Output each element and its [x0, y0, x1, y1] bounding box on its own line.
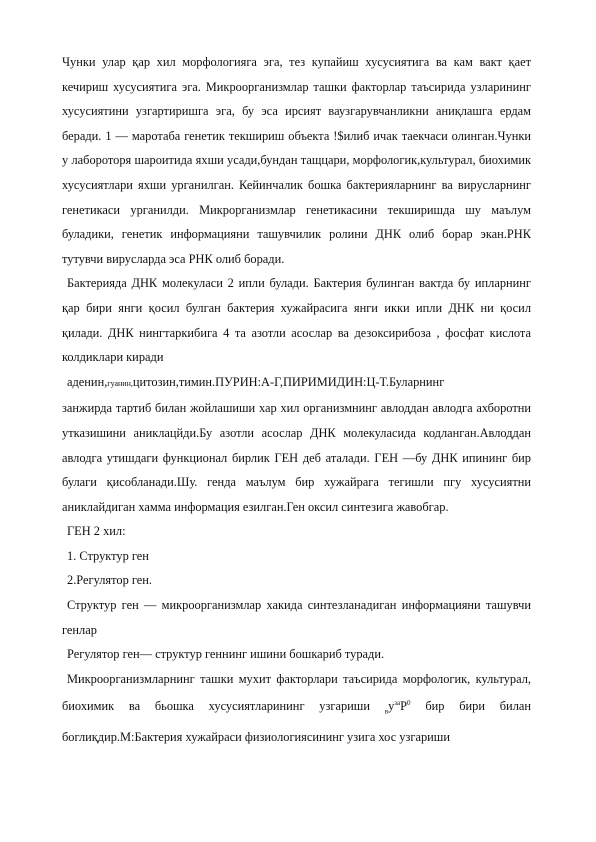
paragraph-1: Чунки улар қар хил морфологияга эга, тез купайиш хусусиятига ва кам вакт қает кечириш хусусиятига эга. Микроорганизмлар ташки факторлар таъсирида узларининг хусусиятини узгартиришга эга, бу эса ирсият ваузгарувчанликни аниқлашга ердам беради. 1 — маротаба генетик текшириш объекта !$илиб ичак таекчаси олинган.Чунки у лабороторя шароитида яхши усади,бундан тащцари, морфологик,культурал, биохимик хусусиятлари яхши урганилган. Кейинчалик бошка бактерияларнинг ва вирусларнинг генетикаси урганилди. Микрорганизмлар генетикасини текширишда шу маълум буладики, генетик информацияни ташувчилик ролини ДНК олиб борар экан.РНК тутувчи вирусларда эса РНК олиб боради.	[62, 55, 531, 266]
paragraph-7: 2.Регулятор ген.	[67, 573, 153, 588]
paragraph-10-sup-1: за	[394, 699, 401, 708]
paragraph-10-part-a: Микроорганизмларнинг ташки мухит факторлари таъсирида морфологик, культурал, биохимик ва бьошка хусусиятларининг узгариши	[62, 671, 531, 714]
paragraph-3-part-a: аденин,	[67, 374, 108, 389]
paragraph-2: Бактерияда ДНК молекуласи 2 ипли булади. Бактерия булинган вактда бу ипларнинг қар бири янги қосил булган бактерия хужайрасига янги икки ипли ДНК ни қосил қилади. ДНК нингтаркибига 4 та азотли асослар ва дезоксирибоза , фосфат кислота колдиклари киради	[62, 276, 531, 365]
paragraph-8: Структур ген — микроорганизмлар хакида синтезланадиган информацияни ташувчи генлар	[62, 598, 531, 637]
paragraph-10-mid: у	[388, 699, 395, 714]
paragraph-9: Регулятор ген— структур геннинг ишини бошкариб туради.	[67, 647, 385, 662]
document-page	[62, 50, 531, 749]
paragraph-10-part-b: бир бири билан боглиқдир.М:Бактерия хужайраси физиологиясининг узига хос узгариши	[62, 699, 532, 744]
paragraph-3-part-c: цитозин,тимин.ПУРИН:А-Г,ПИРИМИДИН:Ц-Т.Буларнинг	[132, 374, 445, 389]
paragraph-3-part-b: гуанин,	[107, 378, 133, 388]
paragraph-10-mid-2: Р	[400, 699, 408, 714]
paragraph-4: занжирда тартиб билан жойлашиши хар хил организмнинг авлоддан авлодга ахборотни утказишини аниклацйди.Бу азотли асослар ДНК молекуласида кодланган.Авлоддан авлодга утишдаги функционал бирлик ГЕН деб аталади. ГЕН —бу ДНК ипининг бир булаги қисобланади.Шу. генда маълум бир хужайрага тегишли пгу хусусиятни аниклайдиган хамма информация езилган.Ген оксил синтезига жавобгар.	[62, 401, 531, 514]
paragraph-10	[62, 667, 531, 749]
paragraph-10-sub: в	[384, 708, 389, 717]
paragraph-6: 1. Структур ген	[67, 548, 149, 563]
paragraph-10-sup-2: 0	[407, 699, 411, 708]
paragraph-3	[62, 370, 531, 397]
paragraph-5: ГЕН 2 хил:	[67, 524, 126, 539]
